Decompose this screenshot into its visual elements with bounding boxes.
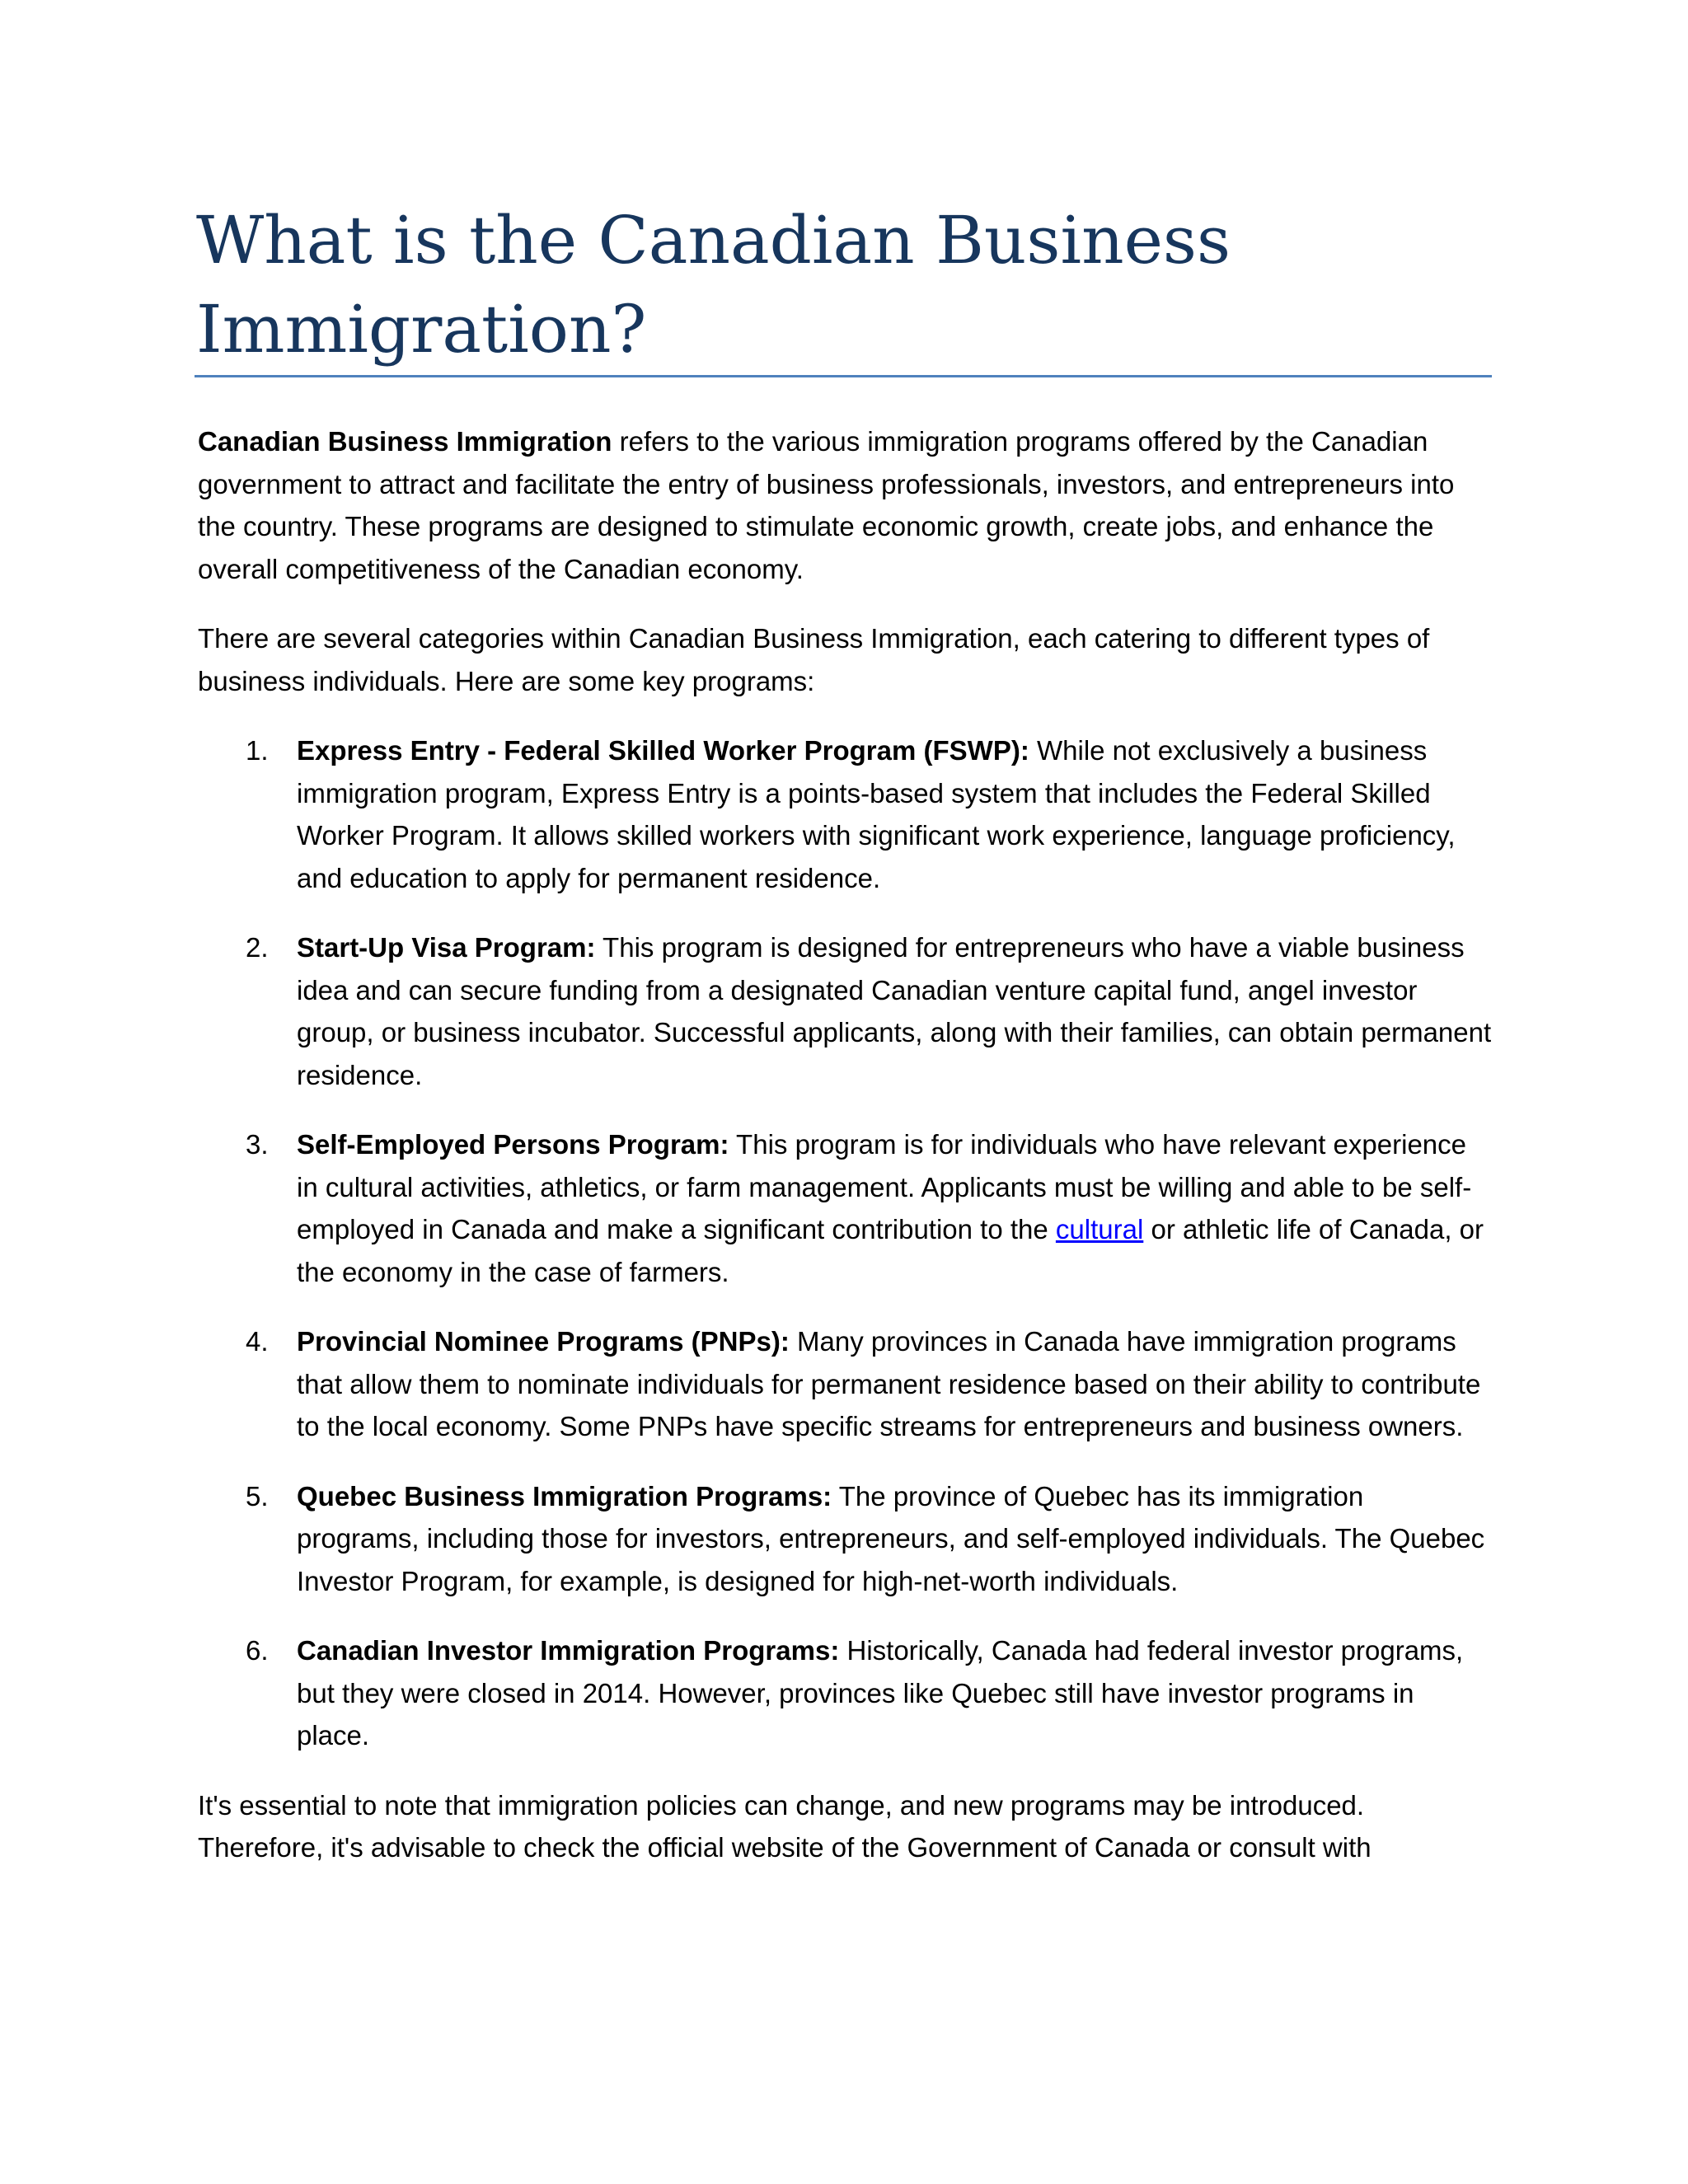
program-description: Historically, Canada had federal investor programs, but they were closed in 2014. However, provinces like Quebec still have investor programs in place. — [297, 1635, 1464, 1750]
page-title: What is the Canadian Business Immigration? — [196, 202, 1231, 368]
document-body — [198, 420, 1492, 1896]
list-item-number: 1. — [246, 735, 269, 766]
program-name: Self-Employed Persons Program: — [297, 1129, 729, 1160]
list-item — [198, 1123, 1492, 1293]
title-underline — [195, 375, 1492, 377]
list-item-number: 2. — [246, 932, 269, 963]
program-description: While not exclusively a business immigration program, Express Entry is a points-based system that includes the Federal Skilled Worker Program. It allows skilled workers with significant work experience, language proficiency, and education to apply for permanent residence. — [297, 735, 1456, 893]
list-item-number: 5. — [246, 1480, 269, 1511]
program-name: Start-Up Visa Program: — [297, 932, 596, 963]
program-description-part1: This program is for individuals who have relevant experience in cultural activities, athletics, or farm management. Applicants must be willing and able to be self-employed in Canada and make a significant contribution to the — [297, 1129, 1472, 1244]
list-item — [198, 1475, 1492, 1603]
cultural-link[interactable]: cultural — [1055, 1214, 1144, 1244]
intro-paragraph — [198, 420, 1492, 590]
program-name: Canadian Investor Immigration Programs: — [297, 1635, 840, 1666]
list-item — [198, 1629, 1492, 1757]
program-description-part2: or athletic life of Canada, or the economy in the case of farmers. — [297, 1214, 1484, 1287]
list-item — [198, 729, 1492, 899]
program-description: The province of Quebec has its immigration programs, including those for investors, entrepreneurs, and self-employed individuals. The Quebec Investor Program, for example, is designed for high-net-worth individuals. — [297, 1480, 1485, 1596]
list-item — [198, 1320, 1492, 1448]
list-item — [198, 926, 1492, 1096]
list-item-number: 3. — [246, 1129, 269, 1160]
program-name: Express Entry - Federal Skilled Worker Program (FSWP): — [297, 735, 1029, 766]
categories-paragraph: There are several categories within Canadian Business Immigration, each catering to different types of business individuals. Here are some key programs: — [198, 623, 1430, 696]
title-block — [196, 196, 1490, 374]
program-description: Many provinces in Canada have immigration programs that allow them to nominate individuals for permanent residence based on their ability to contribute to the local economy. Some PNPs have specific streams for entrepreneurs and business owners. — [297, 1326, 1481, 1441]
list-item-number: 6. — [246, 1635, 269, 1666]
list-item-number: 4. — [246, 1326, 269, 1357]
intro-bold-term: Canadian Business Immigration — [198, 426, 612, 457]
program-name: Quebec Business Immigration Programs: — [297, 1480, 832, 1511]
closing-paragraph: It's essential to note that immigration policies can change, and new programs may be introduced. Therefore, it's advisable to check the official website of the Government of Canada or consult with — [198, 1789, 1372, 1863]
program-name: Provincial Nominee Programs (PNPs): — [297, 1326, 790, 1357]
intro-text: refers to the various immigration programs offered by the Canadian government to attract and facilitate the entry of business professionals, investors, and entrepreneurs into the country. These programs are designed to stimulate economic growth, create jobs, and enhance the overall competitiveness of the Canadian economy. — [198, 426, 1455, 584]
program-description: This program is designed for entrepreneurs who have a viable business idea and can secure funding from a designated Canadian venture capital fund, angel investor group, or business incubator. Successful applicants, along with their families, can obtain permanent residence. — [297, 932, 1492, 1090]
programs-list — [198, 729, 1492, 1757]
